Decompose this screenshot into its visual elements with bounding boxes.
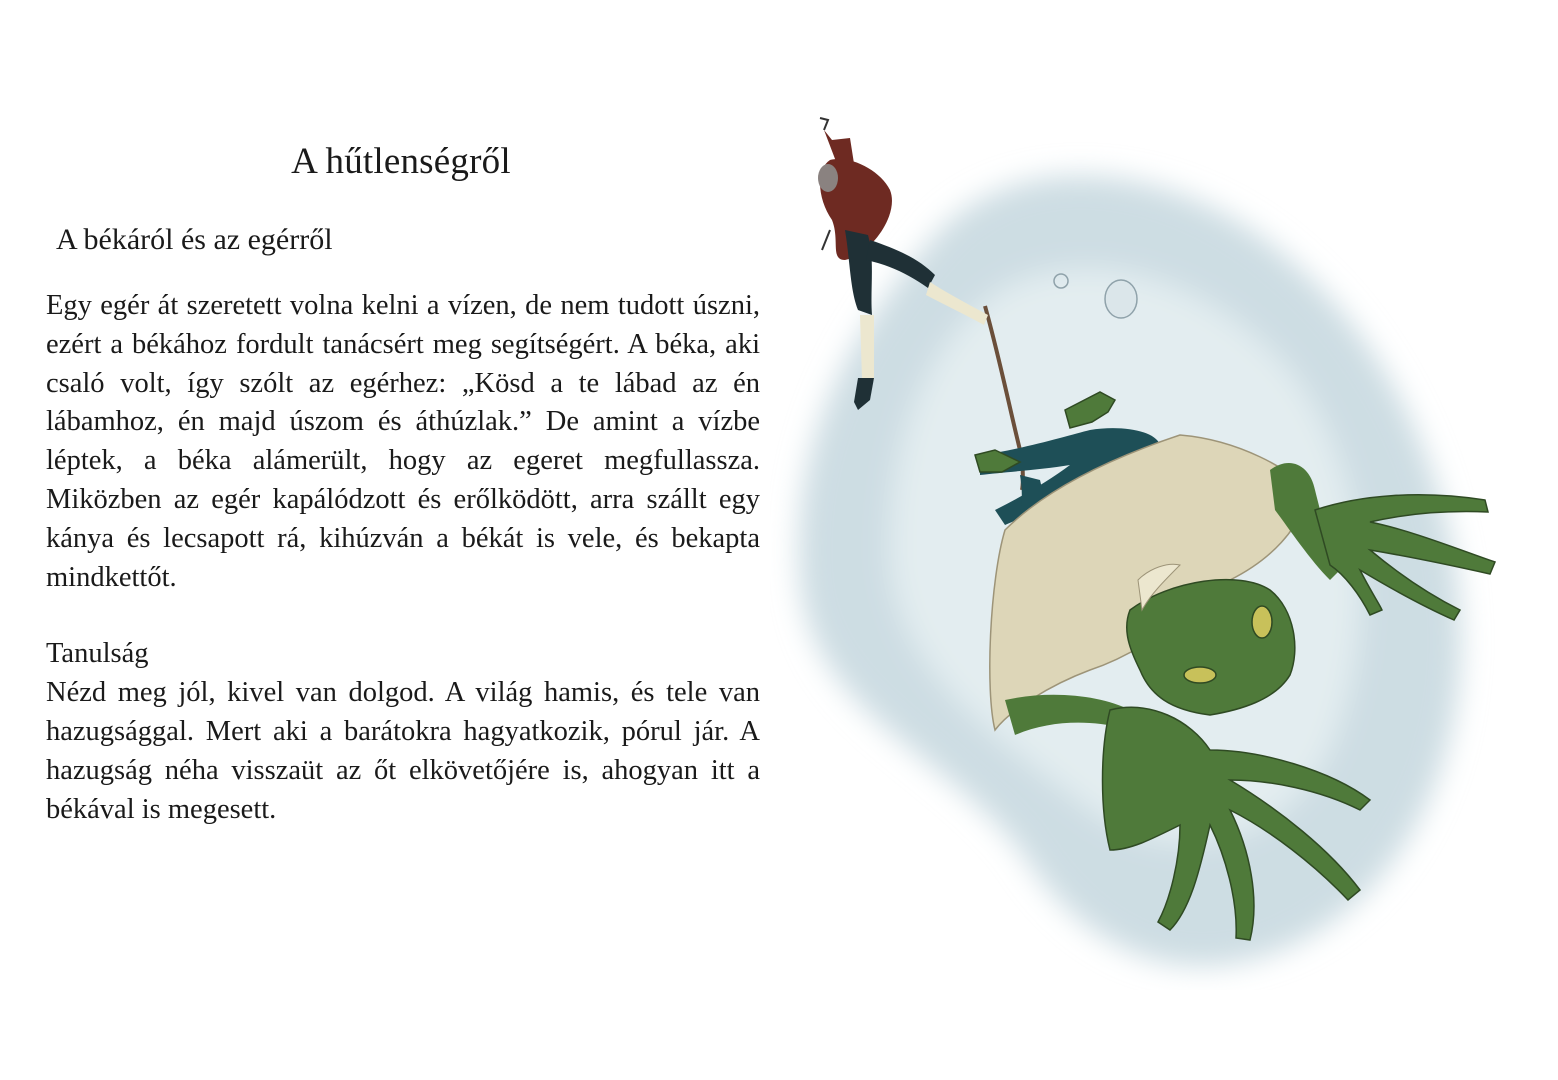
text-column	[46, 140, 760, 829]
frog-and-mouse-illustration	[770, 110, 1530, 990]
moral-block	[46, 635, 760, 829]
story-body: Egy egér át szeretett volna kelni a vízen, de nem tudott úszni, ezért a békához fordult tanácsért meg segítségért. A béka, aki csaló volt, így szólt az egérhez: „Kösd a te lábad az én lábamhoz, én majd úszom és áthúzlak.” De amint a vízbe léptek, a béka alámerült, hogy az egeret megfullassza. Miközben az egér kapálódzott és erőlködött, arra szállt egy kánya és lecsapott rá, kihúzván a békát is vele, és bekapta mindkettőt.	[46, 290, 760, 593]
story-subtitle: A békáról és az egérről	[56, 223, 333, 256]
page-title: A hűtlenségről	[291, 141, 511, 182]
moral-heading: Tanulság	[46, 638, 149, 670]
moral-text: Nézd meg jól, kivel van dolgod. A világ hamis, és tele van hazugsággal. Mert aki a barátokra hagyatkozik, pórul jár. A hazugság néha visszaüt az őt elkövetőjére is, ahogyan itt a békával is megesett.	[46, 677, 760, 825]
